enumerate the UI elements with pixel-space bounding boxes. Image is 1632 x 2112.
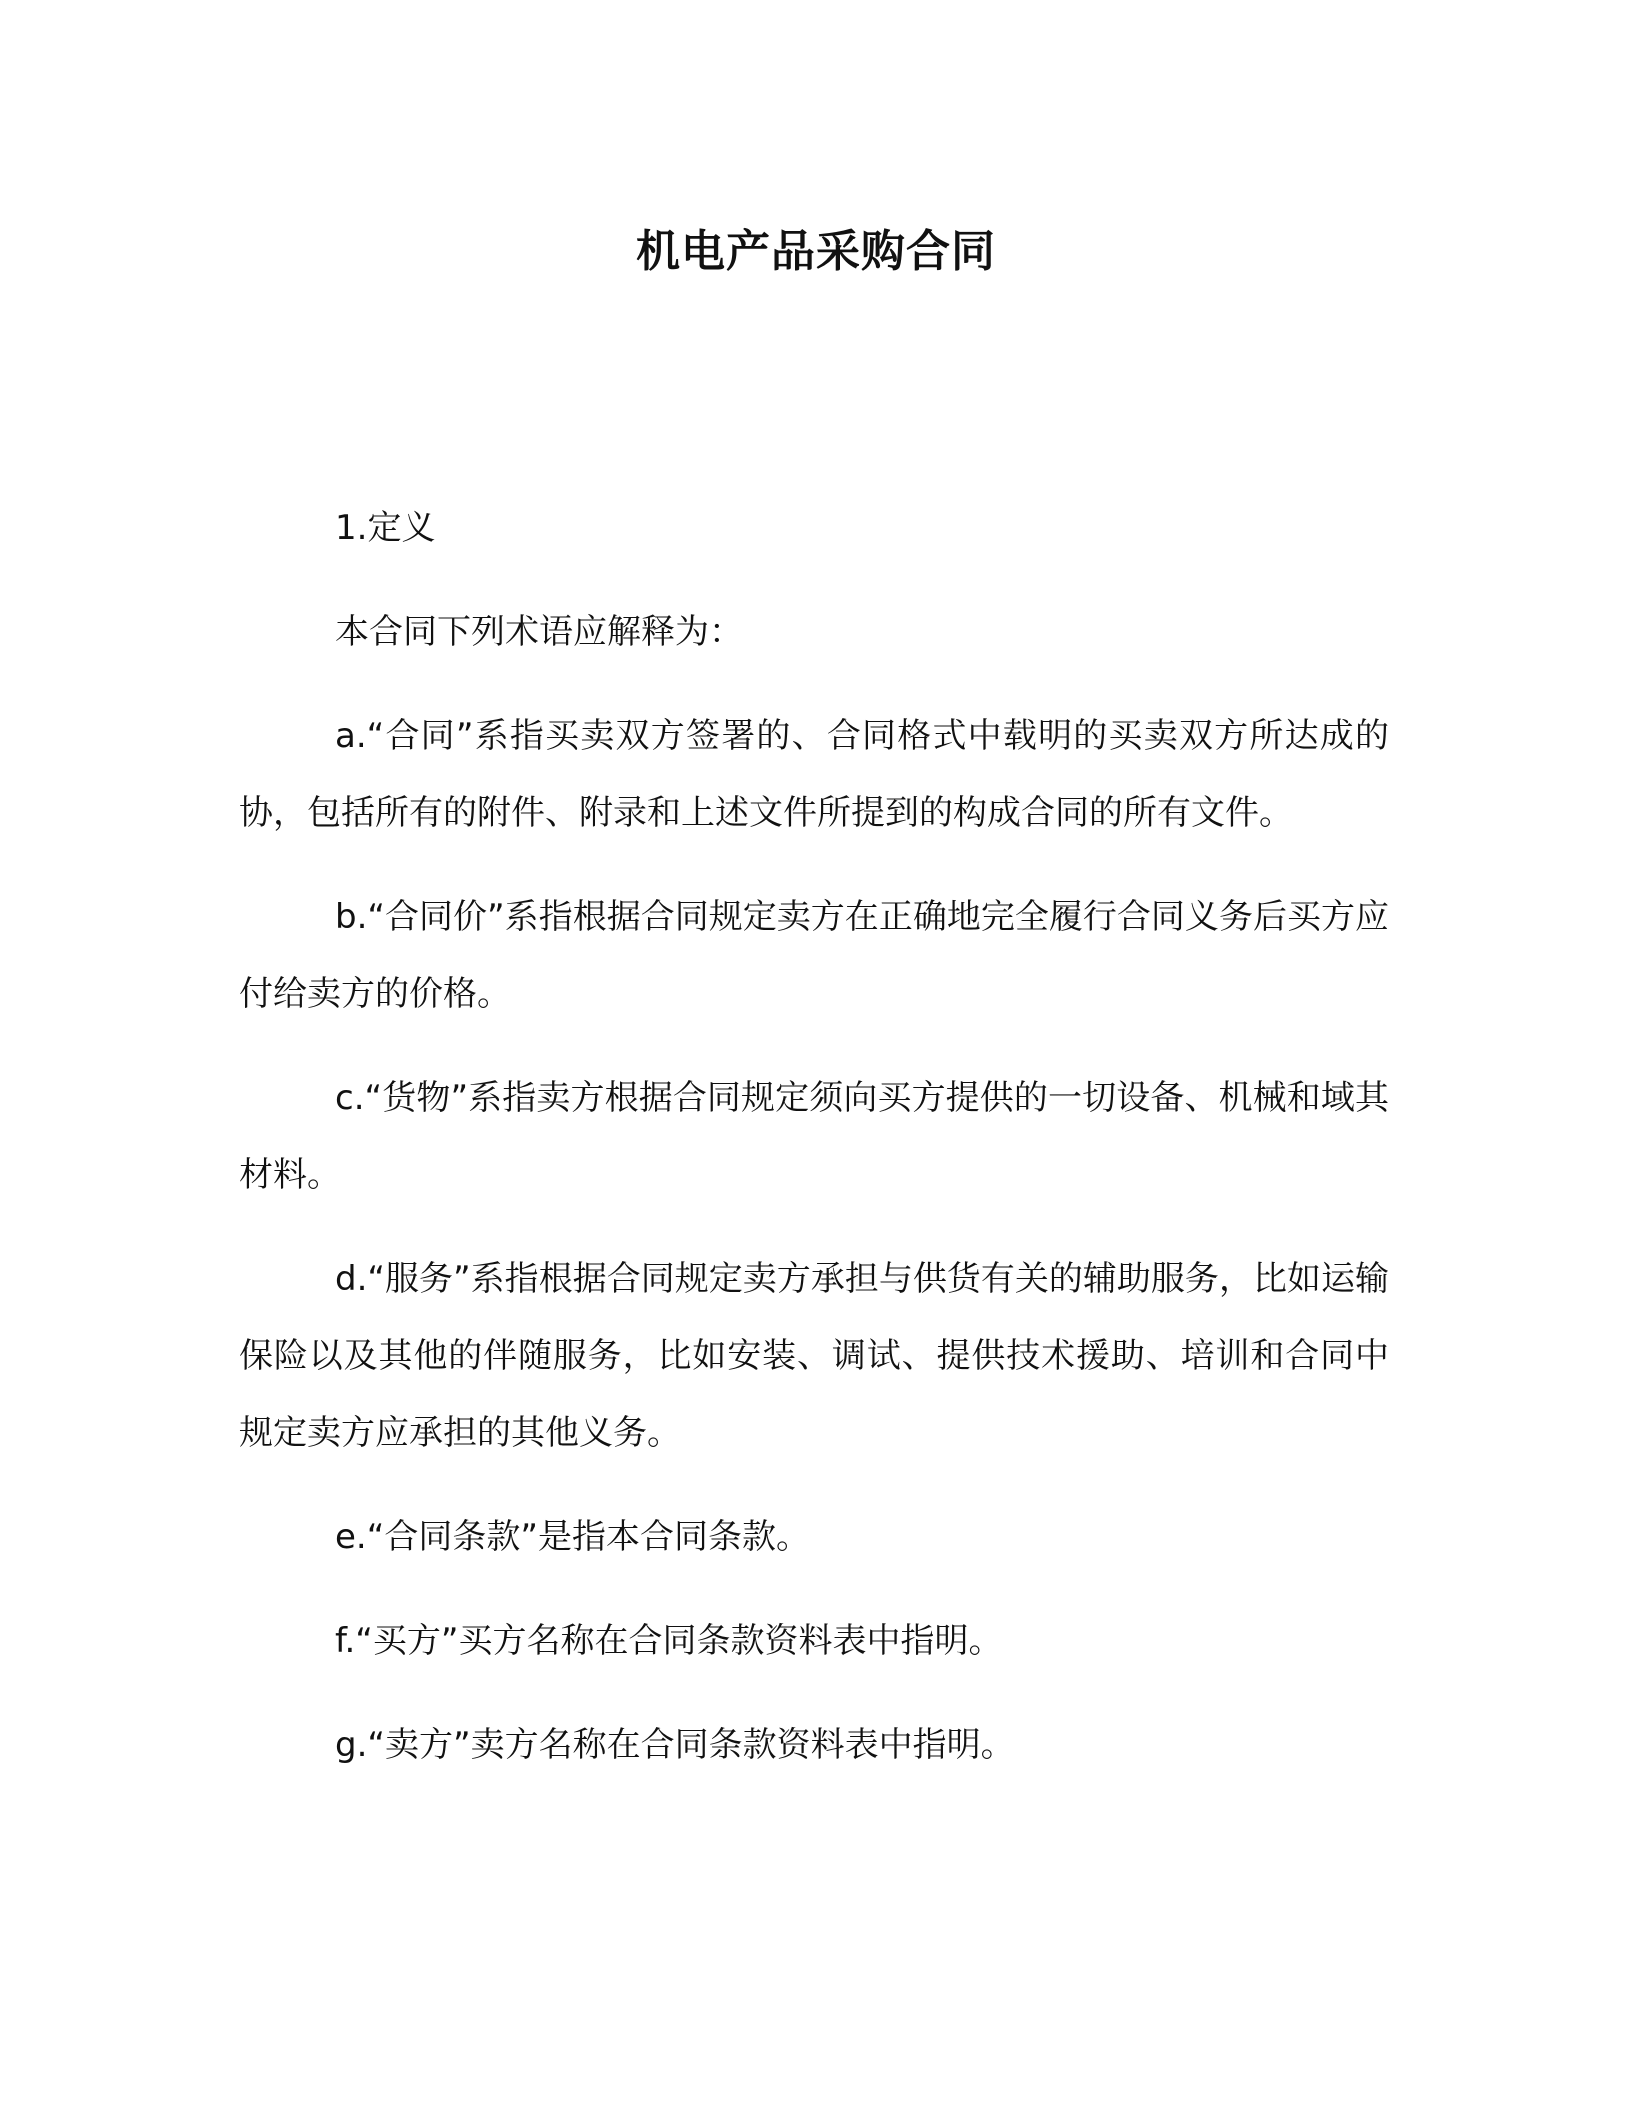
document-body xyxy=(239,490,1389,1811)
paragraph-d-services: d.“服务”系指根据合同规定卖方承担与供货有关的辅助服务，比如运输保险以及其他的伴随服务，比如安装、调试、提供技术援助、培训和合同中规定卖方应承担的其他义务。 xyxy=(239,1259,1389,1453)
document-title: 机电产品采购合同 xyxy=(636,226,996,277)
paragraph-e-terms: e.“合同条款”是指本合同条款。 xyxy=(335,1517,810,1557)
paragraph-a-contract: a.“合同”系指买卖双方签署的、合同格式中载明的买卖双方所达成的协，包括所有的附件、附录和上述文件所提到的构成合同的所有文件。 xyxy=(239,716,1389,833)
paragraph-intro: 本合同下列术语应解释为： xyxy=(335,612,743,652)
paragraph-g-seller: g.“卖方”卖方名称在合同条款资料表中指明。 xyxy=(335,1725,1015,1765)
paragraph-f-buyer: f.“买方”买方名称在合同条款资料表中指明。 xyxy=(335,1621,1003,1661)
section-heading-definitions: 1.定义 xyxy=(335,508,436,548)
paragraph-b-contract-price: b.“合同价”系指根据合同规定卖方在正确地完全履行合同义务后买方应付给卖方的价格。 xyxy=(239,897,1389,1014)
paragraph-c-goods: c.“货物”系指卖方根据合同规定须向买方提供的一切设备、机械和域其材料。 xyxy=(239,1078,1389,1195)
